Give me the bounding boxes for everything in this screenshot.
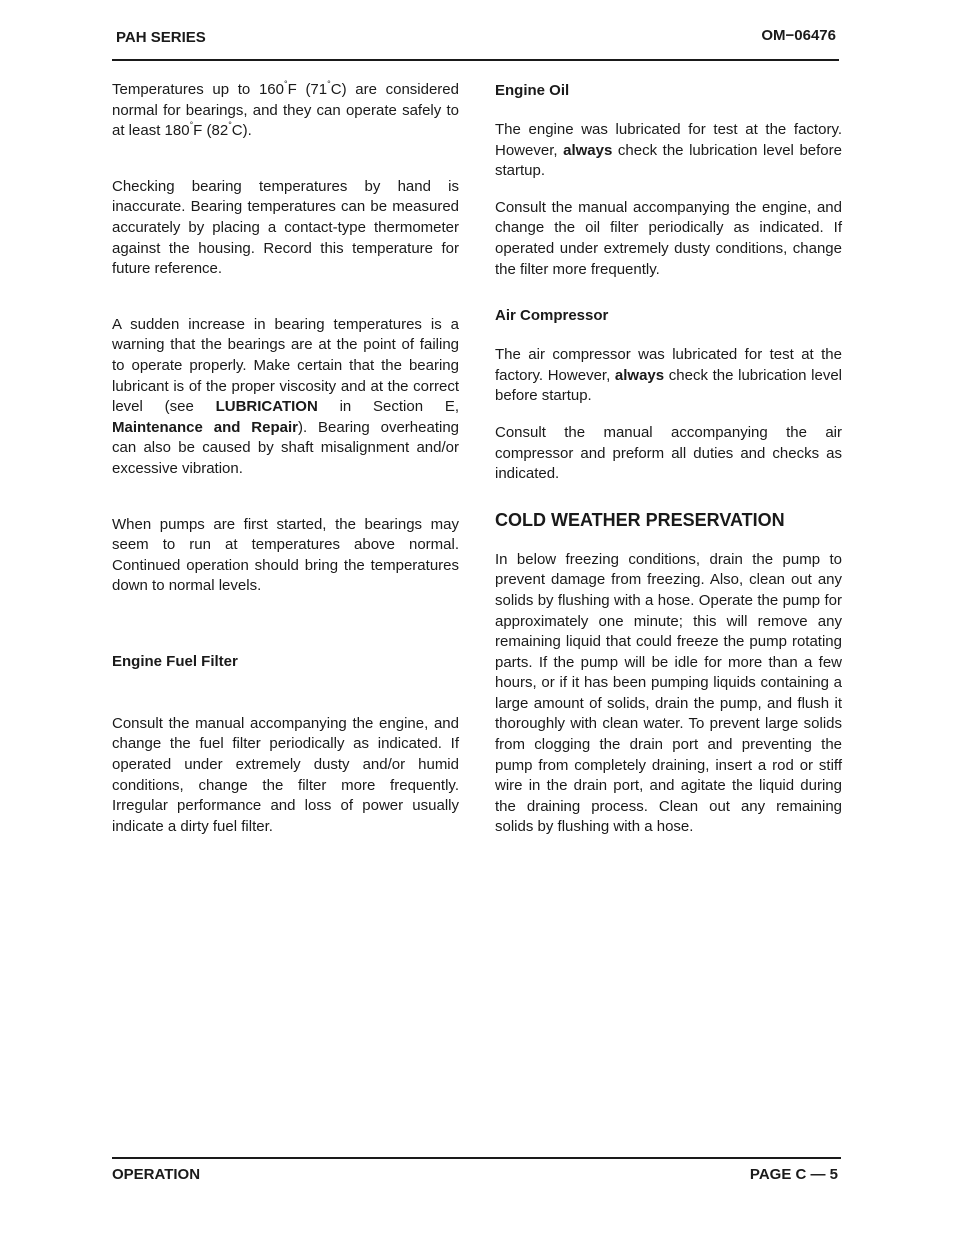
checking-temp-paragraph: Checking bearing temperatures by hand is inaccurate. Bearing temperatures can be measured accurately by placing a contact-type thermometer against the housing. Record this temperature for future reference. — [112, 177, 459, 278]
right-column — [495, 80, 842, 838]
first-start-paragraph: When pumps are first started, the bearings may seem to run at temperatures above normal. Continued operation should bring the temperatures down to normal levels. — [112, 515, 459, 595]
left-column — [112, 80, 459, 837]
cold-weather-heading: COLD WEATHER PRESERVATION — [495, 509, 785, 530]
cold-weather-paragraph: In below freezing conditions, drain the pump to prevent damage from freezing. Also, clean out any solids by flushing with a hose. Operate the pump for approximately one minute; this will remove any remaining liquid that could freeze the pump rotating parts. If the pump will be idle for more than a few hours, or if it has been pumping liquids containing a large amount of solids, drain the pump, and flush it thoroughly with clean water. To prevent large solids from clogging the drain port and preventing the pump from completely draining, insert a rod or stiff wire in the drain port, and agitate the liquid during the draining process. Clean out any remaining solids by flushing with a hose. — [495, 550, 842, 836]
fuel-filter-paragraph: Consult the manual accompanying the engine, and change the fuel filter periodically as indicated. If operated under extremely dusty and/or humid conditions, change the filter more frequently. Irregular performance and loss of power usually indicate a dirty fuel filter. — [112, 714, 459, 835]
page-header — [112, 28, 838, 48]
bearing-temp-paragraph: Temperatures up to 160°F (71°C) are considered normal for bearings, and they can operate safely to at least 180°F (82°C). — [112, 79, 459, 140]
footer-section: OPERATION — [112, 1166, 201, 1183]
oil-filter-paragraph: Consult the manual accompanying the engine, and change the oil filter periodically as indicated. If operated under extremely dusty conditions, change the filter more frequently. — [495, 198, 842, 278]
series-title: PAH SERIES — [116, 29, 206, 46]
header-rule — [112, 59, 839, 61]
footer-rule — [112, 1157, 841, 1159]
air-compressor-heading: Air Compressor — [495, 307, 609, 325]
air-compressor-manual-paragraph: Consult the manual accompanying the air compressor and preform all duties and checks as indicated. — [495, 423, 842, 483]
air-compressor-paragraph: The air compressor was lubricated for test at the factory. However, always check the lubrication level before startup. — [495, 346, 842, 405]
engine-oil-heading: Engine Oil — [495, 82, 570, 99]
page-number: PAGE C — 5 — [749, 1166, 838, 1183]
engine-fuel-filter-heading: Engine Fuel Filter — [112, 652, 238, 670]
sudden-increase-paragraph: A sudden increase in bearing temperatures is a warning that the bearings are at the point of failing to operate properly. Make certain that the bearing lubricant is of the proper viscosity and at the correct level (see LUBRICATION in Section E, Maintenance and Repair). Bearing overheating can also be caused by shaft misalignment and/or excessive vibration. — [112, 315, 460, 477]
engine-oil-paragraph: The engine was lubricated for test at the factory. However, always check the lubrication level before startup. — [495, 121, 842, 180]
document-number: OM−06476 — [761, 27, 836, 44]
